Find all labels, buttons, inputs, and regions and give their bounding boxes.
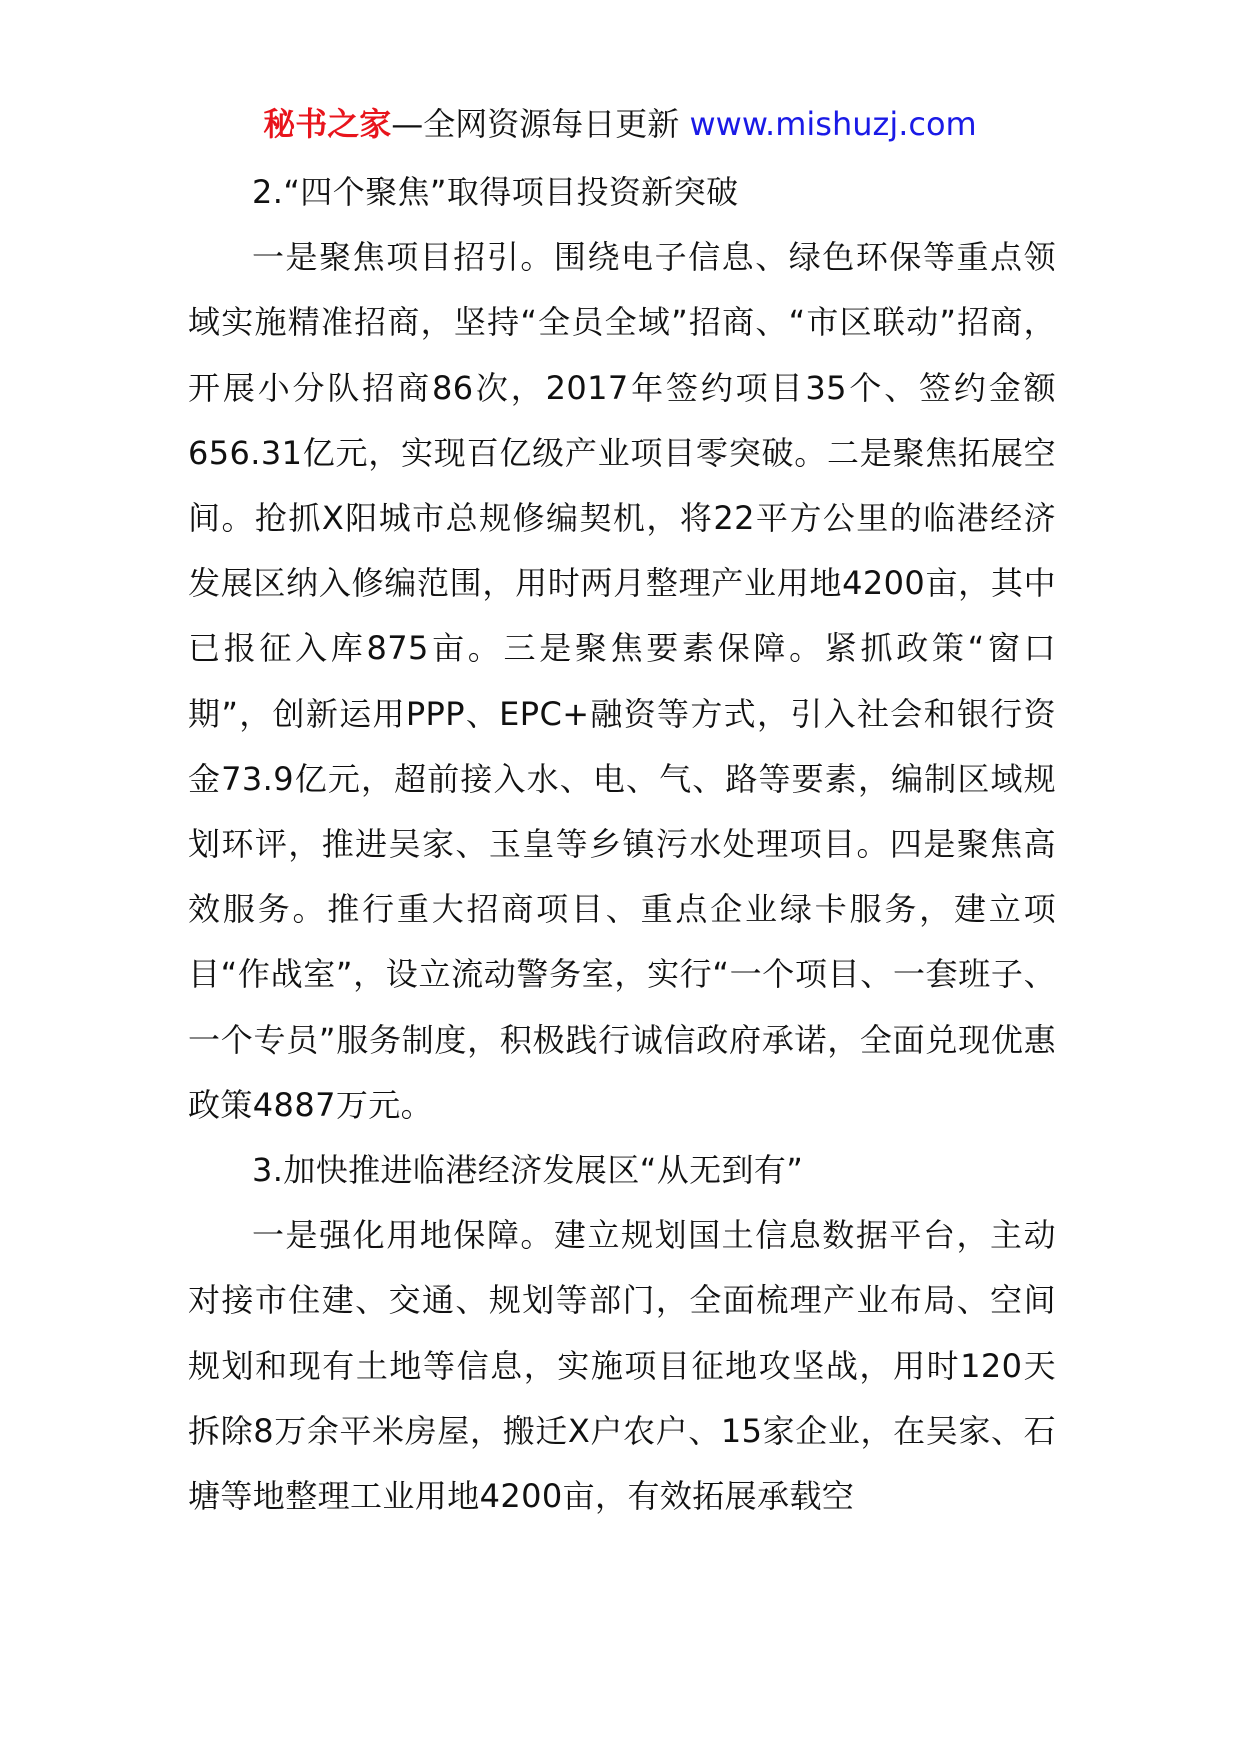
paragraph-investment: 一是聚焦项目招引。围绕电子信息、绿色环保等重点领域实施精准招商，坚持“全员全域”招商、“市区联动”招商，开展小分队招商86次，2017年签约项目35个、签约金额656.31亿元，实现百亿级产业项目零突破。二是聚焦拓展空间。抢抓X阳城市总规修编契机，将22平方公里的临港经济发展区纳入修编范围，用时两月整理产业用地4200亩，其中已报征入库875亩。三是聚焦要素保障。紧抓政策“窗口期”，创新运用PPP、EPC+融资等方式，引入社会和银行资金73.9亿元，超前接入水、电、气、路等要素，编制区域规划环评，推进吴家、玉皇等乡镇污水处理项目。四是聚焦高效服务。推行重大招商项目、重点企业绿卡服务，建立项目“作战室”，设立流动警务室，实行“一个项目、一套班子、一个专员”服务制度，积极践行诚信政府承诺，全面兑现优惠政策4887万元。 xyxy=(188,238,1056,1124)
header-tagline: —全网资源每日更新 xyxy=(391,105,680,143)
brand-name: 秘书之家 xyxy=(263,105,392,143)
document-body xyxy=(188,160,1056,1529)
section-heading-2: 2.“四个聚焦”取得项目投资新突破 xyxy=(252,173,739,211)
site-header xyxy=(0,100,1240,148)
paragraph-land-guarantee: 一是强化用地保障。建立规划国土信息数据平台，主动对接市住建、交通、规划等部门，全面梳理产业布局、空间规划和现有土地等信息，实施项目征地攻坚战，用时120天拆除8万余平米房屋，搬迁X户农户、15家企业，在吴家、石塘等地整理工业用地4200亩，有效拓展承载空 xyxy=(188,1216,1056,1516)
section-heading-3: 3.加快推进临港经济发展区“从无到有” xyxy=(252,1151,804,1190)
site-url-link[interactable]: www.mishuzj.com xyxy=(689,105,977,143)
